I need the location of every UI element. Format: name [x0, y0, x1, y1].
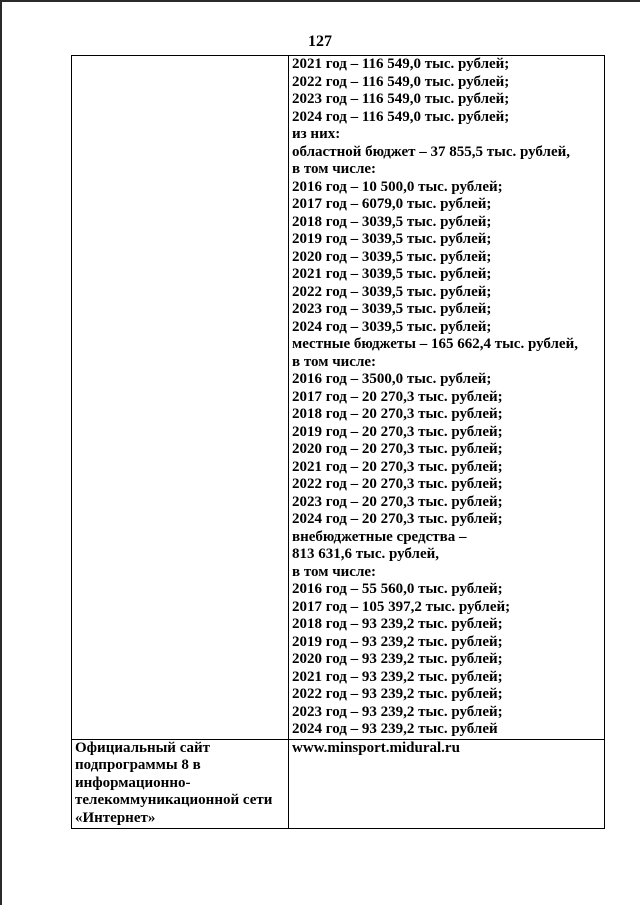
- funding-line: 2024 год – 116 549,0 тыс. рублей;: [292, 108, 510, 125]
- website-label-line: информационно-: [75, 774, 191, 791]
- funding-line: 2016 год – 55 560,0 тыс. рублей;: [292, 581, 503, 597]
- table-row-website: [72, 739, 605, 828]
- funding-line: 2024 год – 3039,5 тыс. рублей;: [292, 318, 492, 335]
- funding-line: 2017 год – 105 397,2 тыс. рублей;: [292, 598, 511, 615]
- website-url: www.minsport.midural.ru: [292, 739, 460, 756]
- funding-line: 2018 год – 3039,5 тыс. рублей;: [292, 213, 492, 230]
- funding-line: 2022 год – 3039,5 тыс. рублей;: [292, 283, 492, 300]
- row1-right-cell: [289, 56, 605, 740]
- funding-line: местные бюджеты – 165 662,4 тыс. рублей,: [292, 336, 578, 352]
- funding-line: в том числе:: [292, 353, 377, 370]
- row2-right-cell: [289, 739, 605, 828]
- funding-line: 2021 год – 93 239,2 тыс. рублей;: [292, 668, 503, 685]
- funding-line: 2024 год – 93 239,2 тыс. рублей: [292, 721, 498, 737]
- financing-table: [71, 55, 605, 829]
- row1-left-cell: [72, 56, 289, 740]
- funding-line: 2022 год – 116 549,0 тыс. рублей;: [292, 73, 510, 90]
- funding-line: 2020 год – 20 270,3 тыс. рублей;: [292, 441, 503, 457]
- funding-line: 2021 год – 3039,5 тыс. рублей;: [292, 266, 492, 282]
- page-number: 127: [308, 33, 332, 50]
- website-label-line: телекоммуникационной сети: [75, 792, 273, 808]
- funding-line: в том числе:: [292, 161, 377, 177]
- funding-line: 2017 год – 20 270,3 тыс. рублей;: [292, 388, 503, 405]
- funding-line: 2023 год – 20 270,3 тыс. рублей;: [292, 493, 503, 510]
- funding-line: 2024 год – 20 270,3 тыс. рублей;: [292, 511, 503, 527]
- website-label-line: подпрограммы 8 в: [75, 757, 201, 773]
- funding-line: 2019 год – 20 270,3 тыс. рублей;: [292, 423, 503, 440]
- table-row-financing: [72, 56, 605, 740]
- scan-edge-top: [0, 0, 640, 2]
- funding-line: 2023 год – 116 549,0 тыс. рублей;: [292, 91, 510, 107]
- funding-line: 2016 год – 3500,0 тыс. рублей;: [292, 371, 492, 387]
- funding-line: 2017 год – 6079,0 тыс. рублей;: [292, 196, 492, 212]
- funding-line: в том числе:: [292, 563, 377, 580]
- funding-line: 2018 год – 93 239,2 тыс. рублей;: [292, 616, 503, 632]
- funding-line: 2023 год – 3039,5 тыс. рублей;: [292, 301, 492, 317]
- funding-line: 2020 год – 93 239,2 тыс. рублей;: [292, 651, 503, 667]
- funding-line: 813 631,6 тыс. рублей,: [292, 546, 440, 562]
- website-label-line: «Интернет»: [75, 809, 156, 826]
- funding-line: 2021 год – 116 549,0 тыс. рублей;: [292, 56, 510, 72]
- funding-line: 2022 год – 20 270,3 тыс. рублей;: [292, 476, 503, 492]
- funding-line: 2018 год – 20 270,3 тыс. рублей;: [292, 406, 503, 422]
- scan-edge-left: [0, 0, 2, 905]
- funding-line: 2019 год – 3039,5 тыс. рублей;: [292, 231, 492, 247]
- funding-line: 2016 год – 10 500,0 тыс. рублей;: [292, 178, 503, 195]
- funding-line: 2019 год – 93 239,2 тыс. рублей;: [292, 633, 503, 650]
- funding-line: областной бюджет – 37 855,5 тыс. рублей,: [292, 143, 571, 160]
- funding-line: из них:: [292, 126, 341, 142]
- website-label-line: Официальный сайт: [75, 739, 211, 756]
- funding-line: внебюджетные средства –: [292, 528, 467, 545]
- funding-line: 2022 год – 93 239,2 тыс. рублей;: [292, 686, 503, 702]
- funding-line: 2023 год – 93 239,2 тыс. рублей;: [292, 703, 503, 720]
- funding-line: 2020 год – 3039,5 тыс. рублей;: [292, 248, 492, 265]
- funding-line: 2021 год – 20 270,3 тыс. рублей;: [292, 458, 503, 475]
- row2-left-cell: [72, 739, 289, 828]
